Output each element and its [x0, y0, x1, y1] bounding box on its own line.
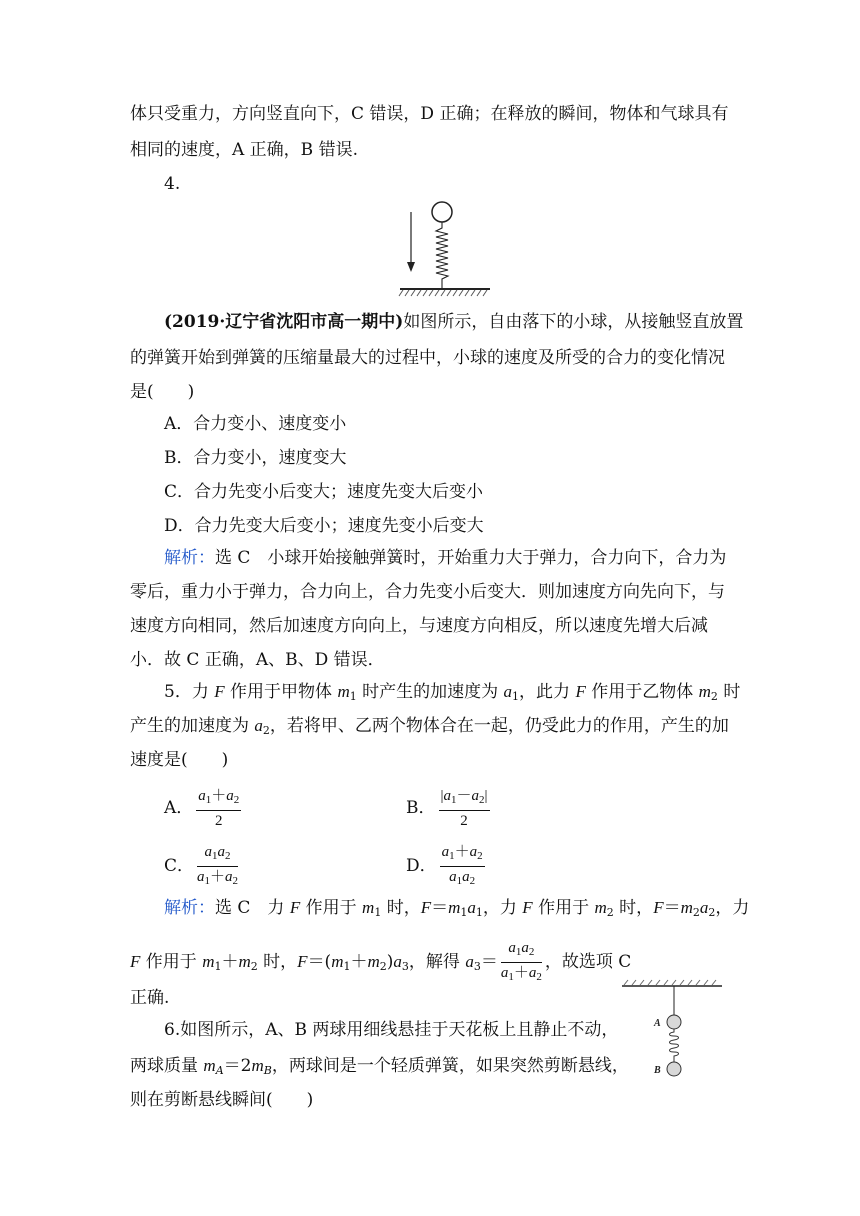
- q4-analysis-1: 选 C 小球开始接触弹簧时，开始重力大于弹力，合力向下，合力为: [215, 548, 727, 568]
- continuation-line-1: 体只受重力，方向竖直向下，C 错误，D 正确；在释放的瞬间，物体和气球具有: [130, 104, 729, 124]
- q5-analysis-line-2: F 作用于 $m_1+m_2$ 时，$F=(m_1+m_2)a_3$，解得 $a_3=$ $\frac{a_1a_2}{a_1+a_2}$ ，故选项 C: [130, 940, 632, 983]
- q4-option-c: C．合力先变小后变大；速度先变大后变小: [164, 482, 484, 502]
- hanging-spring-figure: [620, 978, 730, 1078]
- figure-label-a: A: [654, 1018, 661, 1029]
- q4-stem-1: 如图所示，自由落下的小球，从接触竖直放置: [403, 312, 744, 332]
- q4-number: 4.: [164, 174, 181, 194]
- q4-option-a: A．合力变小、速度变小: [164, 414, 347, 434]
- q4-analysis-label: 解析：: [164, 548, 215, 568]
- q4-stem-line-3: 是( ): [130, 382, 195, 402]
- q4-analysis-line-4: 小．故 C 正确，A、B、D 错误．: [130, 650, 385, 670]
- q5-analysis-line-1: 解析：选 C 力 F 作用于 $m_1$ 时，$F=m_1a_1$，力 F 作用于 $m_2$ 时，$F=m_2a_2$，力: [164, 898, 750, 919]
- q4-option-b: B．合力变小，速度变大: [164, 448, 347, 468]
- q4-analysis-line-1: [164, 546, 764, 570]
- q5-stem-line-1: 5．力 F 作用于甲物体 $m_1$ 时产生的加速度为 $a_1$，此力 F 作用于乙物体 $m_2$ 时: [164, 682, 741, 703]
- q4-source: (2019·辽宁省沈阳市高一期中): [164, 312, 404, 332]
- q5-stem-line-3: 速度是( ): [130, 750, 229, 770]
- q5-analysis-line-3: 正确.: [130, 988, 170, 1008]
- q6-stem-line-3: 则在剪断悬线瞬间( ): [130, 1090, 314, 1110]
- figure-label-b: B: [654, 1065, 661, 1076]
- q4-analysis-line-3: 速度方向相同，然后加速度方向向上，与速度方向相反，所以速度先增大后减: [130, 616, 708, 636]
- continuation-line-2: 相同的速度，A 正确，B 错误.: [130, 140, 358, 160]
- q4-analysis-line-2: 零后，重力小于弹力，合力向上，合力先变小后变大．则加速度方向先向下，与: [130, 582, 725, 602]
- q6-stem-line-1: 6.如图所示，A、B 两球用细线悬挂于天花板上且静止不动，: [164, 1020, 619, 1040]
- q4-option-d: D．合力先变大后变小；速度先变小后变大: [164, 516, 484, 536]
- q5-option-c: C． $\frac{a_1a_2}{a_1+a_2}$: [164, 844, 239, 887]
- q5-option-a: A． $\frac{a_1+a_2}{2}$: [164, 788, 240, 829]
- q4-stem-line-2: 的弹簧开始到弹簧的压缩量最大的过程中，小球的速度及所受的合力的变化情况: [130, 348, 725, 368]
- q5-stem-line-2: 产生的加速度为 $a_2$，若将甲、乙两个物体合在一起，仍受此力的作用，产生的加: [130, 716, 729, 737]
- q5-option-d: D． $\frac{a_1+a_2}{a_1a_2}$: [406, 844, 483, 887]
- q6-stem-line-2: 两球质量 $m_A=2m_B$，两球间是一个轻质弹簧，如果突然剪断悬线，: [130, 1056, 629, 1077]
- spring-ball-figure: [398, 200, 498, 300]
- q5-option-b: B． $\frac{|a_1-a_2|}{2}$: [406, 788, 488, 829]
- q4-stem-line-1: [164, 310, 764, 334]
